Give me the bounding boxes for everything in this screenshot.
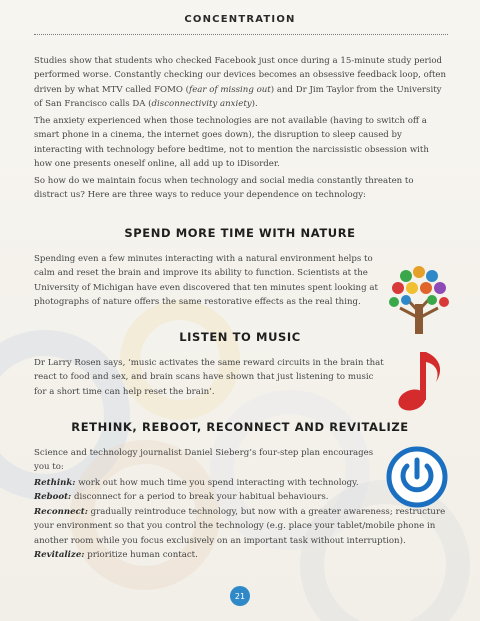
- rethink-intro: Science and technology journalist Daniel Sieberg’s four-step plan encourages you to:: [34, 448, 374, 473]
- heading-music: LISTEN TO MUSIC: [179, 330, 301, 344]
- intro-text: ) and Dr Jim Taylor from the University of San Francisco calls DA (: [34, 84, 442, 110]
- da-term: disconnectivity anxiety: [151, 99, 252, 110]
- intro-paragraph-2: The anxiety experienced when those technologies are not available (having to switch off a smart phone in a cinema, the internet goes down), the disruption to sleep caused by interacting with technology before bedtime, not to mention the narcissistic obsession with how one presents oneself online, all add up to iDisorder.: [34, 116, 429, 170]
- step-term: Revitalize:: [34, 550, 85, 561]
- step-term: Reboot:: [34, 492, 72, 503]
- step-revitalize: [34, 548, 448, 562]
- header-divider: [34, 34, 448, 35]
- intro-text: ).: [251, 99, 258, 110]
- steps-list: [34, 476, 448, 562]
- fomo-term: fear of missing out: [189, 84, 271, 95]
- step-text: disconnect for a period to break your habitual behaviours.: [71, 492, 329, 503]
- step-rethink: [34, 476, 448, 490]
- step-reboot: [34, 490, 448, 504]
- page-header: CONCENTRATION: [184, 14, 296, 25]
- step-text: prioritize human contact.: [84, 550, 198, 561]
- heading-rethink: RETHINK, REBOOT, RECONNECT AND REVITALIZE: [71, 420, 409, 434]
- step-term: Rethink:: [34, 478, 76, 488]
- tree-icon: [386, 262, 452, 338]
- music-note-icon: [396, 348, 446, 414]
- music-paragraph: Dr Larry Rosen says, ‘music activates the same reward circuits in the brain that react to food and sex, and brain scans have shown that just listening to music for a short time can help reset the brain’.: [34, 358, 384, 397]
- step-reconnect: [34, 505, 448, 548]
- nature-paragraph: Spending even a few minutes interacting with a natural environment helps to calm and reset the brain and improve its ability to function. Scientists at the University of Michigan have even discovered that ten minutes spent looking at photographs of nature offers the same restorative effects as the real thing.: [34, 254, 378, 308]
- page-number: 21: [230, 586, 250, 606]
- step-text: gradually reintroduce technology, but now with a greater awareness; restructure your environment so that you control the technology (e.g. place your tablet/mobile phone in another room while you focus exclusively on an important task without interruption).: [34, 506, 446, 546]
- intro-text: Studies show that students who checked Facebook just once during a 15-minute study period performed worse. Constantly checking our devices becomes an obsessive feedback loop, often driven by what MTV called FOMO (: [34, 56, 447, 95]
- intro-paragraph-1: [34, 54, 448, 112]
- intro-paragraph-3: So how do we maintain focus when technology and social media constantly threaten to distract us? Here are three ways to reduce your dependence on technology:: [34, 176, 414, 201]
- step-text: work out how much time you spend interacting with technology.: [75, 478, 359, 488]
- step-term: Reconnect:: [34, 506, 88, 517]
- heading-nature: SPEND MORE TIME WITH NATURE: [124, 226, 356, 240]
